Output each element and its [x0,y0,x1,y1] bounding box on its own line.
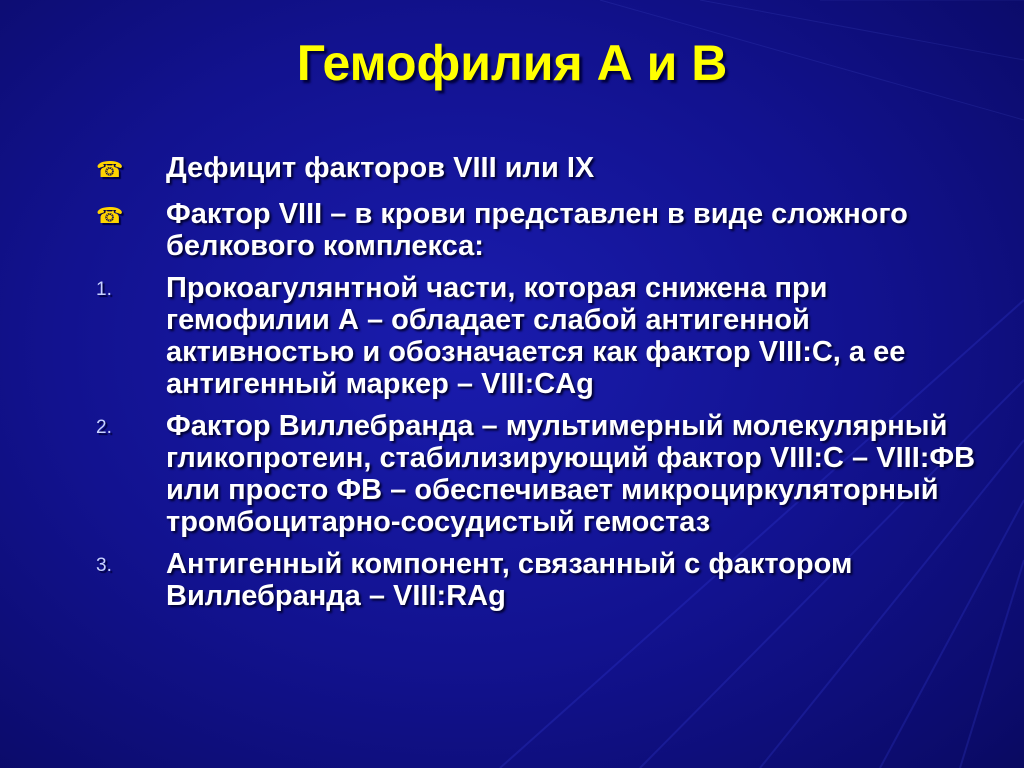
list-item-text: Прокоагулянтной части, которая снижена при гемофилии А – обладает слабой антигенной активностью и обозначается как фактор VIII:C, а ее антигенный маркер – VIII:CAg [166,272,906,400]
telephone-icon: ☎ [96,203,124,228]
list-number: 3. [96,555,112,576]
list-item [96,152,976,188]
list-item [96,198,976,262]
bullet-list [96,152,976,622]
list-item-text: Фактор VIII – в крови представлен в виде сложного белкового комплекса: [166,198,908,262]
list-item-text: Дефицит факторов VIII или IX [166,152,595,184]
list-item [96,548,976,612]
list-item-text: Фактор Виллебранда – мультимерный молекулярный гликопротеин, стабилизирующий фактор VIII:C – VIII:ФВ или просто ФВ – обеспечивает микроциркуляторный тромбоцитарно-сосудистый гемостаз [166,410,976,538]
list-number: 2. [96,417,112,438]
list-item [96,410,976,538]
slide-title: Гемофилия А и В [296,35,728,91]
list-item-text: Антигенный компонент, связанный с фактором Виллебранда – VIII:RAg [166,548,853,612]
list-item [96,272,976,400]
telephone-icon: ☎ [96,157,124,182]
list-number: 1. [96,279,112,300]
